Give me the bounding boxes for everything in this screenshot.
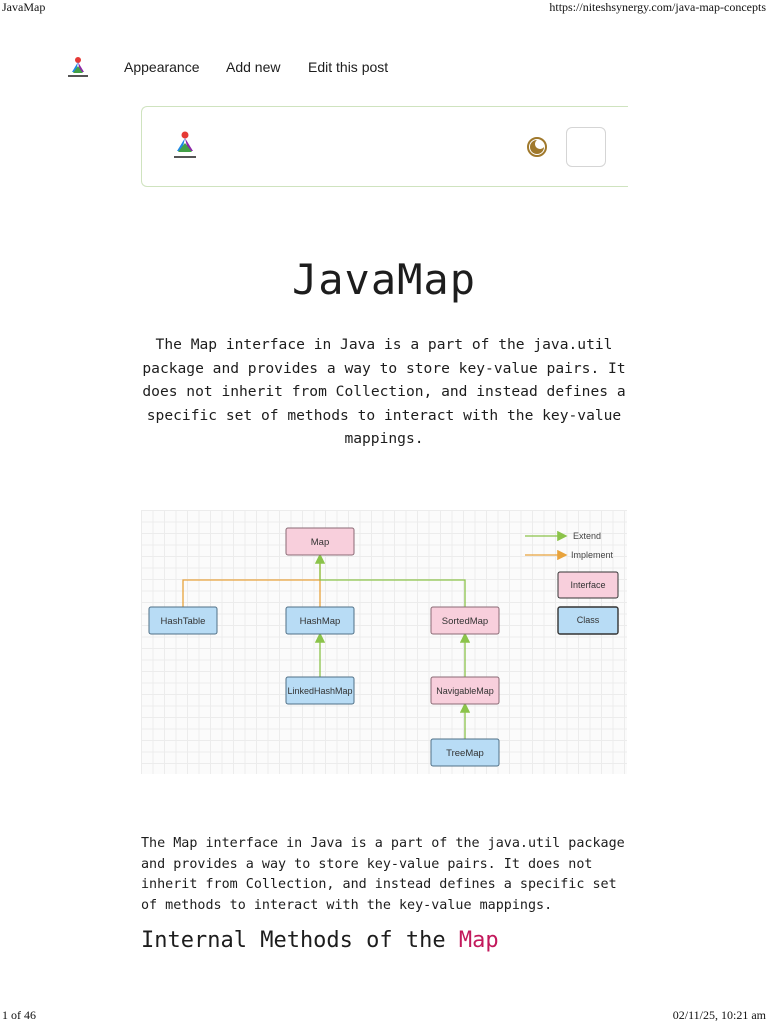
node-map-label: Map [310,537,330,548]
extend-edge-sortedmap [320,556,465,607]
niteshsynergy-logo-icon[interactable] [64,52,92,80]
node-hashtable-label: HashTable [160,616,206,627]
section-heading-highlight: Map [458,928,499,953]
legend-class-label: Class [576,615,600,625]
admin-bar [60,48,728,86]
implement-edge-hashtable [183,580,320,607]
print-footer [0,1008,768,1022]
print-header-title: JavaMap [2,0,46,14]
print-header-url: https://niteshsynergy.com/java-map-concepts [549,0,766,14]
print-header [0,0,768,14]
node-navigablemap-label: NavigableMap [436,686,494,696]
print-footer-timestamp: 02/11/25, 10:21 am [672,1008,766,1022]
section-heading [141,928,499,953]
legend-interface-label: Interface [570,580,606,590]
admin-edit-post-link[interactable]: Edit this post [308,59,389,75]
moon-icon[interactable] [526,136,548,158]
node-sortedmap-label: SortedMap [441,616,489,627]
site-logo-icon[interactable] [170,129,200,163]
node-hashtable [149,607,217,634]
print-footer-page: 1 of 46 [2,1008,36,1022]
node-navigablemap [431,677,499,704]
map-hierarchy-diagram [141,510,627,774]
node-treemap [431,739,499,766]
node-hashmap-label: HashMap [299,616,341,627]
node-linkedhashmap-label: LinkedHashMap [287,686,353,696]
lead-paragraph: The Map interface in Java is a part of the java.util package and provides a way to store key-value pairs. It does not inherit from Collection, and instead defines a specific set of methods to interact with the key-value mappings. [142,336,626,447]
diagram-svg [141,510,627,774]
legend-extend-label: Extend [573,531,602,541]
page-title: JavaMap [291,255,476,304]
body-paragraph: The Map interface in Java is a part of the java.util package and provides a way to store key-value pairs. It does not inherit from Collection, and instead defines a specific set of methods to interact with the key-value mappings. [141,836,625,913]
legend-implement-label: Implement [571,550,614,560]
admin-add-new-link[interactable]: Add new [226,59,281,75]
node-sortedmap [431,607,499,634]
section-heading-prefix: Internal Methods of the [141,928,459,953]
admin-appearance-link[interactable]: Appearance [124,59,200,75]
node-hashmap [286,607,354,634]
node-linkedhashmap [286,677,354,704]
site-header [141,106,628,187]
node-treemap-label: TreeMap [446,748,484,759]
menu-button[interactable] [566,127,606,167]
node-map [286,528,354,555]
legend [525,531,618,634]
